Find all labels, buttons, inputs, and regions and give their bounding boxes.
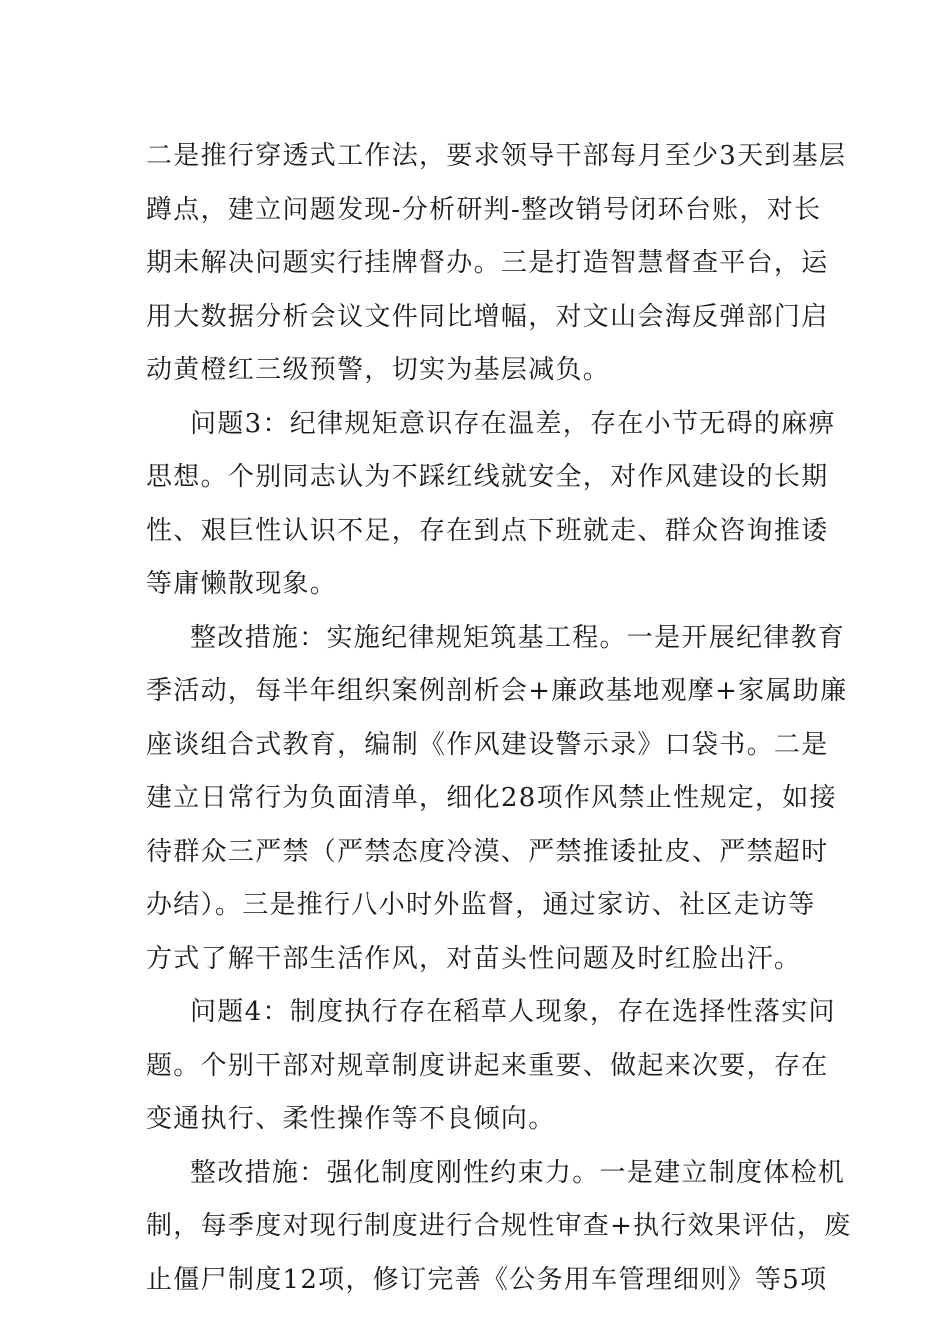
text-line: 动黄橙红三级预警，切实为基层减负。: [146, 355, 611, 385]
text-line: 建立日常行为负面清单，细化28项作风禁止性规定，如接: [146, 783, 837, 813]
text-line: 等庸懒散现象。: [146, 569, 338, 599]
text-line: 题。个别干部对规章制度讲起来重要、做起来次要，存在: [146, 1050, 829, 1081]
text-line: 变通执行、柔性操作等不良倾向。: [146, 1104, 556, 1134]
text-line: 办结）。三是推行八小时外监督，通过家访、社区走访等: [146, 890, 816, 920]
problem-4-heading-line: 问题4：制度执行存在稻草人现象，存在选择性落实问: [190, 997, 836, 1027]
document-body: [146, 130, 852, 1307]
text-line: 期未解决问题实行挂牌督办。三是打造智慧督查平台，运: [146, 248, 829, 278]
text-line: 季活动，每半年组织案例剖析会+廉政基地观摩+家属助廉: [146, 676, 848, 706]
measures-4-heading-line: 整改措施：强化制度刚性约束力。一是建立制度体检机: [190, 1157, 846, 1188]
text-line: 座谈组合式教育，编制《作风建设警示录》口袋书。二是: [146, 729, 829, 760]
text-line: 制，每季度对现行制度进行合规性审查+执行效果评估，废: [146, 1211, 852, 1241]
text-line: 蹲点，建立问题发现-分析研判-整改销号闭环台账，对长: [146, 194, 822, 225]
text-line: 方式了解干部生活作风，对苗头性问题及时红脸出汗。: [146, 943, 802, 974]
measures-3-heading-line: 整改措施：实施纪律规矩筑基工程。一是开展纪律教育: [190, 622, 846, 653]
text-line: 止僵尸制度12项，修订完善《公务用车管理细则》等5项: [146, 1264, 828, 1295]
text-line: 思想。个别同志认为不踩红线就安全，对作风建设的长期: [146, 462, 829, 492]
problem-3-heading-line: 问题3：纪律规矩意识存在温差，存在小节无碍的麻痹: [190, 408, 836, 439]
text-line: 性、艰巨性认识不足，存在到点下班就走、群众咨询推诿: [146, 515, 829, 546]
text-line: 用大数据分析会议文件同比增幅，对文山会海反弹部门启: [146, 301, 829, 332]
text-line: 待群众三严禁（严禁态度冷漠、严禁推诿扯皮、严禁超时: [146, 836, 829, 867]
text-line: 二是推行穿透式工作法，要求领导干部每月至少3天到基层: [146, 141, 847, 171]
